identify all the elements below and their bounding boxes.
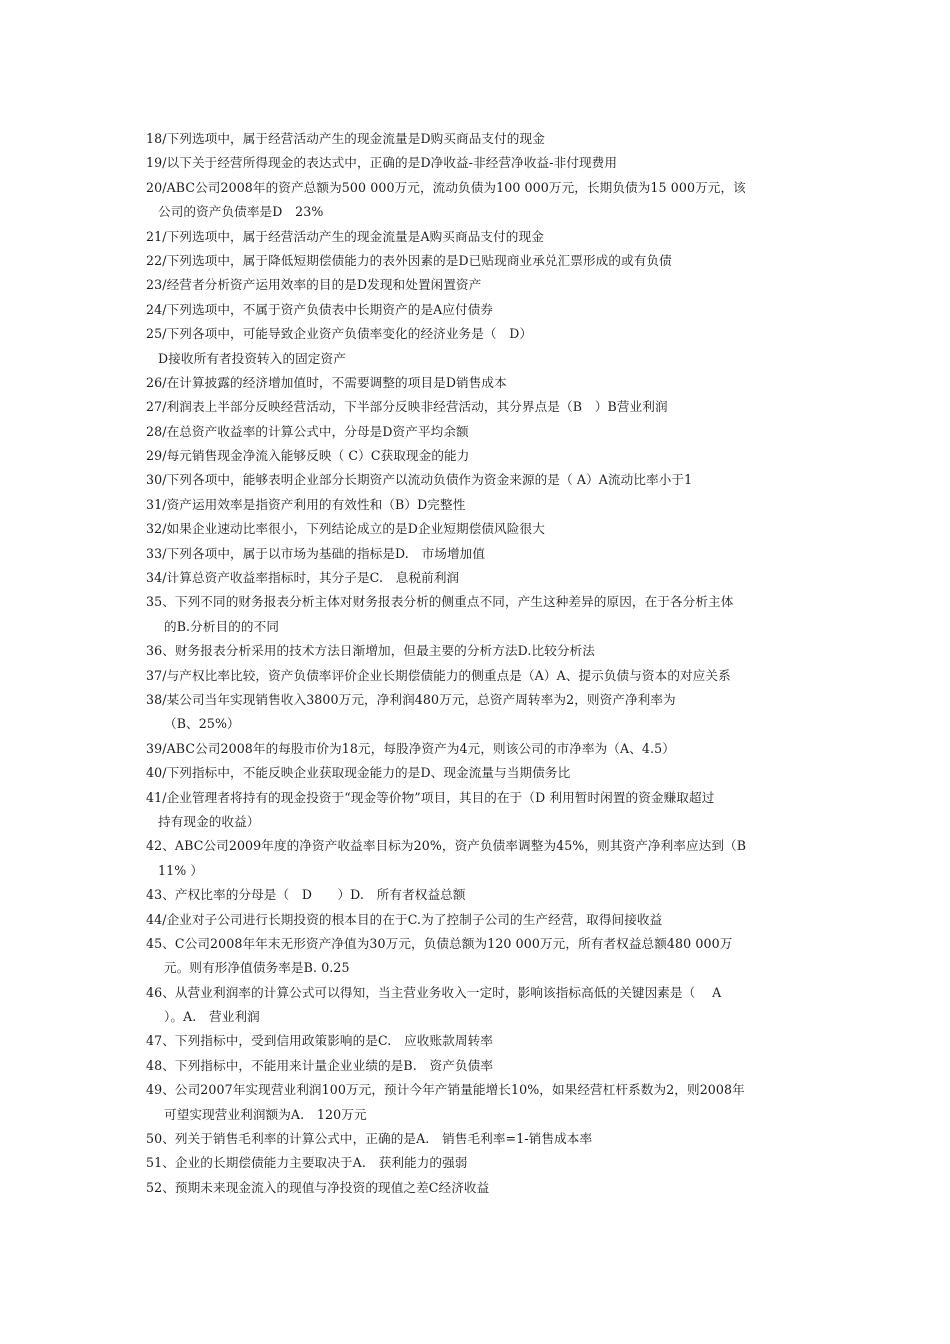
question-line: 18/下列选项中，属于经营活动产生的现金流量是D购买商品支付的现金: [146, 131, 545, 146]
question-line: 30/下列各项中，能够表明企业部分长期资产以流动负债作为资金来源的是（ A）A流动比率小于1: [146, 472, 693, 488]
question-line: 33/下列各项中，属于以市场为基础的指标是D. 市场增加值: [146, 545, 486, 561]
question-line: 42、ABC公司2009年度的净资产收益率目标为20%，资产负债率调整为45%，则其资产净利率应达到（B: [146, 838, 747, 854]
question-line: 41/企业管理者将持有的现金投资于“现金等价物”项目，其目的在于（D 利用暂时闲置的资金赚取超过: [146, 789, 715, 805]
question-line: 35、下列不同的财务报表分析主体对财务报表分析的侧重点不同，产生这种差异的原因，在于各分析主体: [146, 594, 734, 610]
question-line: 34/计算总资产收益率指标时，其分子是C. 息税前利润: [146, 570, 460, 586]
question-line: 32/如果企业速动比率很小，下列结论成立的是D企业短期偿债风险很大: [146, 521, 545, 537]
question-line-continuation: D接收所有者投资转入的固定资产: [158, 350, 346, 366]
question-line: 45、C公司2008年年末无形资产净值为30万元，负债总额为120 000万元，所有者权益总额480 000万: [146, 935, 733, 951]
question-line: 48、下列指标中，不能用来计量企业业绩的是B. 资产负债率: [146, 1057, 494, 1073]
question-line: 51、企业的长期偿债能力主要取决于A. 获利能力的强弱: [146, 1155, 468, 1171]
question-line: 21/下列选项中，属于经营活动产生的现金流量是A购买商品支付的现金: [146, 228, 544, 244]
question-line: 39/ABC公司2008年的每股市价为18元，每股净资产为4元，则该公司的市净率为（A、4.5）: [146, 740, 675, 756]
question-line-continuation: 元。则有形净值债务率是B. 0.25: [164, 960, 350, 976]
question-line: 27/利润表上半部分反映经营活动，下半部分反映非经营活动，其分界点是（B ）B营业利润: [146, 399, 668, 415]
question-line-continuation: 公司的资产负债率是D 23%: [158, 204, 324, 220]
question-line: 28/在总资产收益率的计算公式中，分母是D资产平均余额: [146, 423, 469, 439]
question-line-continuation: 持有现金的收益）: [158, 813, 260, 829]
question-line-continuation: （B、25%）: [164, 716, 240, 732]
question-line: 43、产权比率的分母是（ D ）D. 所有者权益总额: [146, 887, 466, 903]
question-line: 24/下列选项中，不属于资产负债表中长期资产的是A应付债券: [146, 301, 494, 317]
question-line: 44/企业对子公司进行长期投资的根本目的在于C.为了控制子公司的生产经营，取得间接收益: [146, 911, 663, 927]
question-line: 31/资产运用效率是指资产利用的有效性和（B）D完整性: [146, 496, 466, 512]
question-line: 23/经营者分析资产运用效率的目的是D发现和处置闲置资产: [146, 277, 482, 293]
question-line: 25/下列各项中，可能导致企业资产负债率变化的经济业务是（ D）: [146, 326, 533, 342]
question-line-continuation: 11% ）: [158, 862, 204, 878]
question-line-continuation: 可望实现营业利润额为A. 120万元: [164, 1106, 367, 1122]
question-line: 37/与产权比率比较，资产负债率评价企业长期偿债能力的侧重点是（A）A、提示负债与资本的对应关系: [146, 667, 731, 683]
question-list: [146, 127, 810, 1200]
question-line: 22/下列选项中，属于降低短期偿债能力的表外因素的是D已贴现商业承兑汇票形成的或有负债: [146, 252, 672, 268]
question-line: 29/每元销售现金净流入能够反映（ C）C获取现金的能力: [146, 448, 470, 464]
question-line: 50、列关于销售毛利率的计算公式中，正确的是A. 销售毛利率=1-销售成本率: [146, 1131, 593, 1147]
question-line-continuation: ）。A. 营业利润: [164, 1009, 260, 1025]
question-line: 52、预期未来现金流入的现值与净投资的现值之差C经济收益: [146, 1179, 490, 1195]
question-line: 20/ABC公司2008年的资产总额为500 000万元，流动负债为100 000万元，长期负债为15 000万元，该: [146, 179, 746, 195]
question-line: 47、下列指标中，受到信用政策影响的是C. 应收账款周转率: [146, 1033, 493, 1049]
question-line-continuation: 的B.分析目的的不同: [164, 618, 280, 634]
question-line: 46、从营业利润率的计算公式可以得知，当主营业务收入一定时，影响该指标高低的关键因素是（ A: [146, 984, 722, 1000]
question-line: 40/下列指标中，不能反映企业获取现金能力的是D、现金流量与当期债务比: [146, 765, 571, 781]
question-line: 19/以下关于经营所得现金的表达式中，正确的是D净收益-非经营净收益-非付现费用: [146, 155, 618, 171]
question-line: 49、公司2007年实现营业利润100万元，预计今年产销量能增长10%，如果经营杠杆系数为2，则2008年: [146, 1082, 745, 1098]
question-line: 36、财务报表分析采用的技术方法日渐增加，但最主要的分析方法D.比较分析法: [146, 643, 595, 659]
question-line: 26/在计算披露的经济增加值时，不需要调整的项目是D销售成本: [146, 374, 507, 390]
question-line: 38/某公司当年实现销售收入3800万元，净利润480万元，总资产周转率为2，则资产净利率为: [146, 691, 676, 707]
